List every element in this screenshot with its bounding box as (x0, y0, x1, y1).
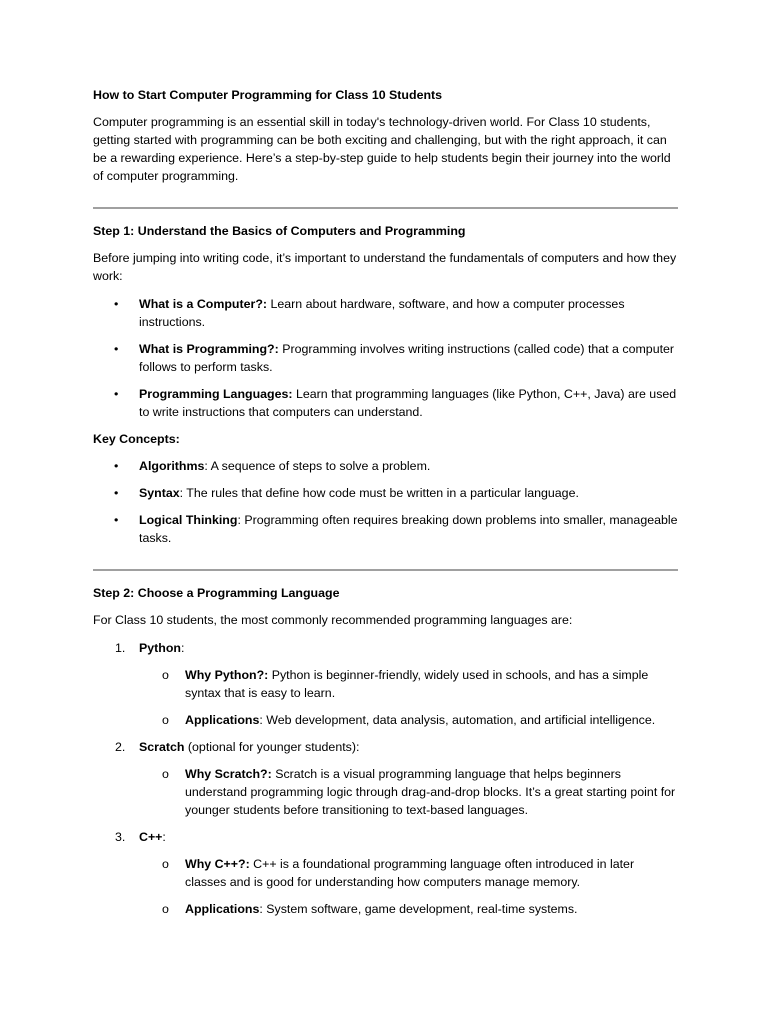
horizontal-rule (93, 569, 678, 571)
sub-text: : Web development, data analysis, automation, and artificial intelligence. (259, 713, 656, 727)
list-item (93, 511, 678, 547)
circle-marker: o (162, 713, 169, 727)
list-item (93, 457, 678, 475)
intro-paragraph: Computer programming is an essential skill in today's technology-driven world. For Class 10 students, getting started with programming can be both exciting and challenging, but with the right approach, it can be a rewarding experience. Here’s a step-by-step guide to help students begin their journey into the world of computer programming. (93, 115, 671, 183)
circle-marker: o (162, 857, 169, 871)
languages-list (93, 639, 678, 918)
document-title: How to Start Computer Programming for Class 10 Students (93, 88, 443, 102)
step2-lead: For Class 10 students, the most commonly recommended programming languages are: (93, 613, 573, 627)
bullet-marker: • (114, 459, 119, 473)
sub-item (139, 666, 678, 702)
language-name: C++ (139, 830, 163, 844)
language-suffix: (optional for younger students): (184, 740, 360, 754)
bullet-marker: • (114, 297, 119, 311)
language-item-python (93, 639, 678, 729)
bullet-marker: • (114, 513, 119, 527)
bullet-marker: • (114, 486, 119, 500)
python-details (139, 666, 678, 729)
item-term: Programming Languages: (139, 387, 293, 401)
list-number: 1. (115, 641, 126, 655)
key-concepts-list (93, 457, 678, 547)
sub-term: Why C++?: (185, 857, 250, 871)
step2-heading: Step 2: Choose a Programming Language (93, 586, 340, 600)
language-name: Scratch (139, 740, 185, 754)
sub-item (139, 900, 678, 918)
item-term: Logical Thinking (139, 513, 238, 527)
language-name: Python (139, 641, 181, 655)
sub-text: C++ is a foundational programming language often introduced in later classes and is good for understanding how computers manage memory. (185, 857, 635, 889)
language-item-cpp (93, 828, 678, 918)
item-term: What is a Computer?: (139, 297, 268, 311)
item-text: : A sequence of steps to solve a problem. (204, 459, 431, 473)
item-text: Learn that programming languages (like Python, C++, Java) are used to write instructions that computers can understand. (139, 387, 677, 419)
bullet-marker: • (114, 387, 119, 401)
sub-text: : System software, game development, real-time systems. (259, 902, 578, 916)
sub-item (139, 855, 678, 891)
step1-heading: Step 1: Understand the Basics of Computers and Programming (93, 224, 466, 238)
language-item-scratch (93, 738, 678, 819)
item-text: Learn about hardware, software, and how a computer processes instructions. (139, 297, 625, 329)
sub-text: Scratch is a visual programming language that helps beginners understand programming logic through drag-and-drop blocks. It’s a great starting point for younger students before transitioning to text-based languages. (185, 767, 676, 817)
list-item (93, 484, 678, 502)
sub-term: Applications (185, 902, 260, 916)
language-suffix: : (181, 641, 185, 655)
circle-marker: o (162, 767, 169, 781)
item-text: Programming involves writing instructions (called code) that a computer follows to perform tasks. (139, 342, 675, 374)
sub-item (139, 711, 678, 729)
scratch-details (139, 765, 678, 819)
sub-term: Applications (185, 713, 260, 727)
bullet-marker: • (114, 342, 119, 356)
circle-marker: o (162, 902, 169, 916)
item-text: : Programming often requires breaking down problems into smaller, manageable tasks. (139, 513, 678, 545)
list-number: 3. (115, 830, 126, 844)
list-item (93, 385, 678, 421)
horizontal-rule (93, 207, 678, 209)
key-concepts-label: Key Concepts: (93, 432, 180, 446)
step1-lead: Before jumping into writing code, it’s important to understand the fundamentals of computers and how they work: (93, 251, 677, 283)
basics-list (93, 295, 678, 421)
list-number: 2. (115, 740, 126, 754)
sub-text: Python is beginner-friendly, widely used in schools, and has a simple syntax that is easy to learn. (185, 668, 649, 700)
language-suffix: : (162, 830, 166, 844)
item-term: What is Programming?: (139, 342, 279, 356)
sub-item (139, 765, 678, 819)
sub-term: Why Python?: (185, 668, 269, 682)
item-text: : The rules that define how code must be written in a particular language. (179, 486, 579, 500)
cpp-details (139, 855, 678, 918)
list-item (93, 340, 678, 376)
item-term: Syntax (139, 486, 180, 500)
sub-term: Why Scratch?: (185, 767, 272, 781)
document-content (93, 86, 678, 927)
circle-marker: o (162, 668, 169, 682)
list-item (93, 295, 678, 331)
item-term: Algorithms (139, 459, 205, 473)
